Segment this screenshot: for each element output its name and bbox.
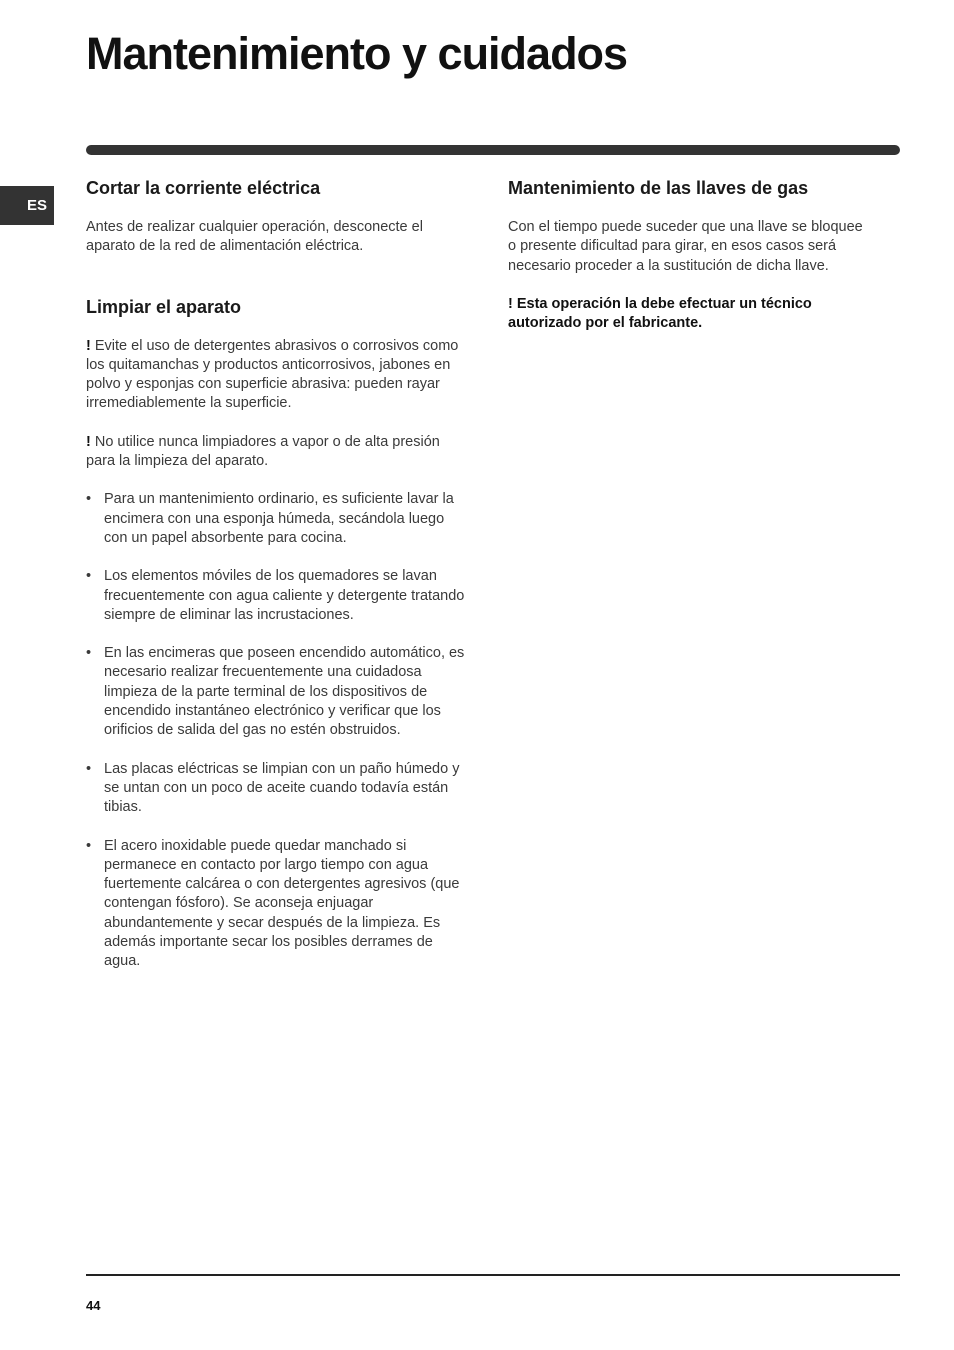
- technician-note: ! Esta operación la debe efectuar un técnico autorizado por el fabricante.: [508, 295, 812, 332]
- warning-abrasives: [86, 337, 466, 414]
- warning-steam: [86, 433, 466, 472]
- warning-text: No utilice nunca limpiadores a vapor o de alta presión para la limpieza del aparato.: [86, 433, 440, 470]
- warning-text: Evite el uso de detergentes abrasivos o corrosivos como los quitamanchas y productos anticorrosivos, jabones en polvo y esponjas con superficie abrasiva: pueden rayar irremediablemente la superficie.: [86, 337, 459, 412]
- header-divider: [86, 145, 900, 155]
- page-title: Mantenimiento y cuidados: [86, 28, 628, 79]
- list-item: • Las placas eléctricas se limpian con un paño húmedo y se untan con un poco de aceite cuando todavía están tibias.: [86, 760, 466, 818]
- left-column: [86, 176, 466, 991]
- section-text-power: Antes de realizar cualquier operación, desconecte el aparato de la red de alimentación eléctrica.: [86, 219, 423, 255]
- section-text-gas-valves: Con el tiempo puede suceder que una llave se bloquee o presente dificultad para girar, en esos casos será necesario proceder a la sustitución de dicha llave.: [508, 219, 863, 274]
- list-item: • El acero inoxidable puede quedar manchado si permanece en contacto por largo tiempo con agua fuertemente calcárea o con detergentes agresivos (que contengan fósforo). Se aconseja enjuagar abundantemente y secar después de la limpieza. Es además importante secar los posibles derrames de agua.: [86, 837, 466, 972]
- language-tab: ES: [0, 186, 54, 225]
- right-column: [508, 176, 868, 333]
- page-number: 44: [86, 1298, 101, 1313]
- list-item: • En las encimeras que poseen encendido automático, es necesario realizar frecuentemente una cuidadosa limpieza de la parte terminal de los dispositivos de encendido instantáneo electrónico y verificar que los orificios de salida del gas no estén obstruidos.: [86, 644, 466, 740]
- section-heading-gas-valves: Mantenimiento de las llaves de gas: [508, 178, 809, 198]
- footer-divider: [86, 1274, 900, 1276]
- list-item: • Para un mantenimiento ordinario, es suficiente lavar la encimera con una esponja húmeda, secándola luego con un papel absorbente para cocina.: [86, 490, 466, 548]
- section-heading-power: Cortar la corriente eléctrica: [86, 178, 321, 198]
- cleaning-list: [86, 490, 466, 971]
- section-heading-cleaning: Limpiar el aparato: [86, 296, 242, 317]
- list-item: • Los elementos móviles de los quemadores se lavan frecuentemente con agua caliente y detergente tratando siempre de eliminar las incrustaciones.: [86, 567, 466, 625]
- warning-icon: !: [86, 433, 91, 450]
- warning-icon: !: [86, 337, 91, 354]
